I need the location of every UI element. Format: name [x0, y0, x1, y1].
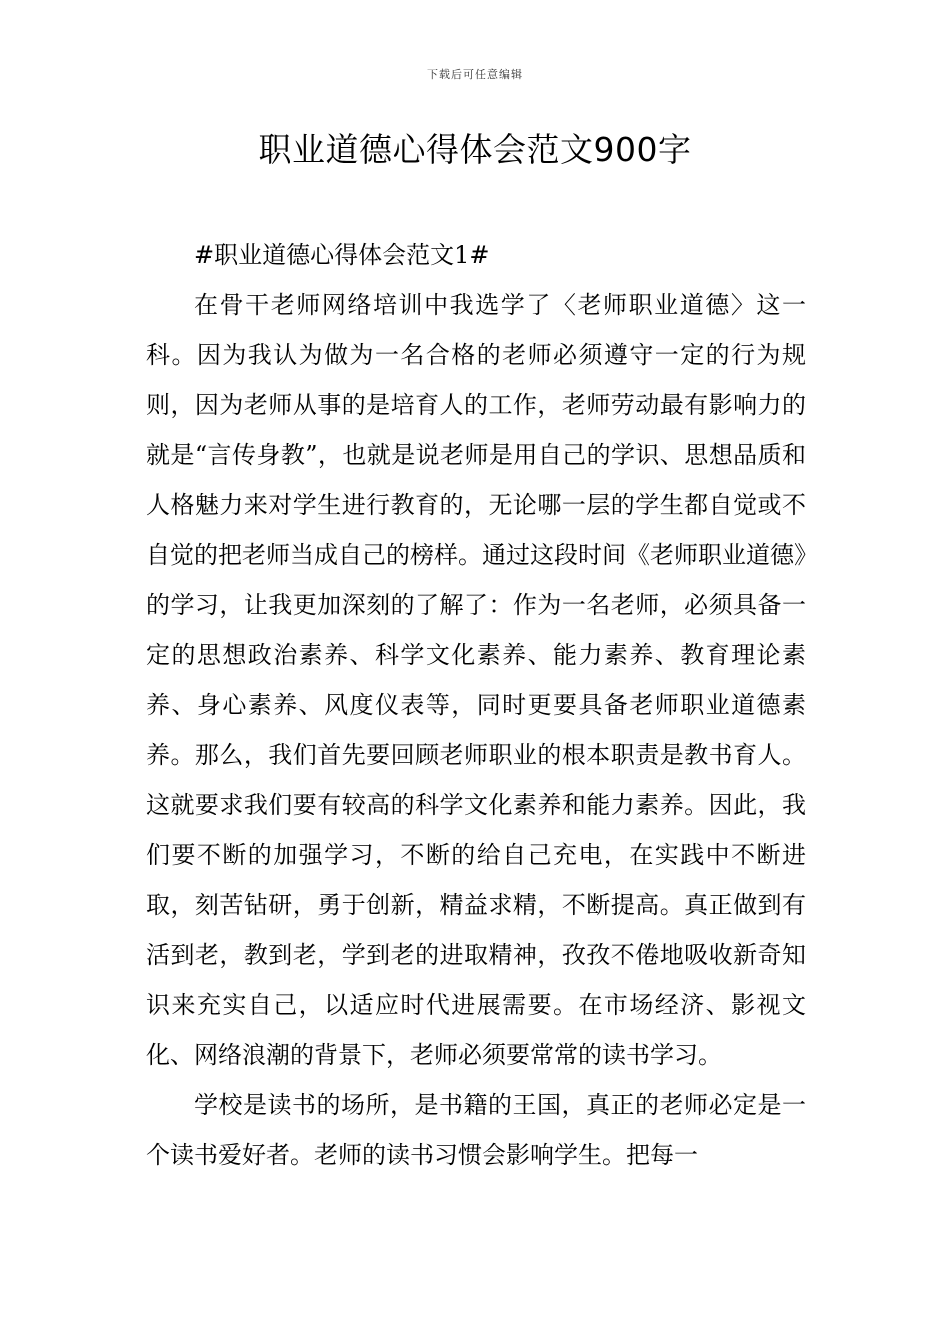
paragraph-1: 在骨干老师网络培训中我选学了〈老师职业道德〉这一科。因为我认为做为一名合格的老师必须遵守一定的行为规则，因为老师从事的是培育人的工作，老师劳动最有影响力的就是“言传身教”，也就是说老师是用自己的学识、思想品质和人格魅力来对学生进行教育的，无论哪一层的学生都自觉或不自觉的把老师当成自己的榜样。通过这段时间《老师职业道德》的学习，让我更加深刻的了解了：作为一名老师，必须具备一定的思想政治素养、科学文化素养、能力素养、教育理论素养、身心素养、风度仪表等，同时更要具备老师职业道德素养。那么，我们首先要回顾老师职业的根本职责是教书育人。这就要求我们要有较高的科学文化素养和能力素养。因此，我们要不断的加强学习，不断的给自己充电，在实践中不断进取，刻苦钻研，勇于创新，精益求精，不断提高。真正做到有活到老，教到老，学到老的进取精神，孜孜不倦地吸收新奇知识来充实自己，以适应时代进展需要。在市场经济、影视文化、网络浪潮的背景下，老师必须要常常的读书学习。: [146, 291, 806, 1069]
document-title: 职业道德心得体会范文900字: [258, 130, 692, 169]
document-body: [146, 230, 806, 1180]
section-heading: #职业道德心得体会范文1#: [194, 241, 490, 269]
header-note: 下载后可任意编辑: [427, 68, 523, 81]
paragraph-2: 学校是读书的场所，是书籍的王国，真正的老师必定是一个读书爱好者。老师的读书习惯会影响学生。把每一: [146, 1091, 806, 1169]
